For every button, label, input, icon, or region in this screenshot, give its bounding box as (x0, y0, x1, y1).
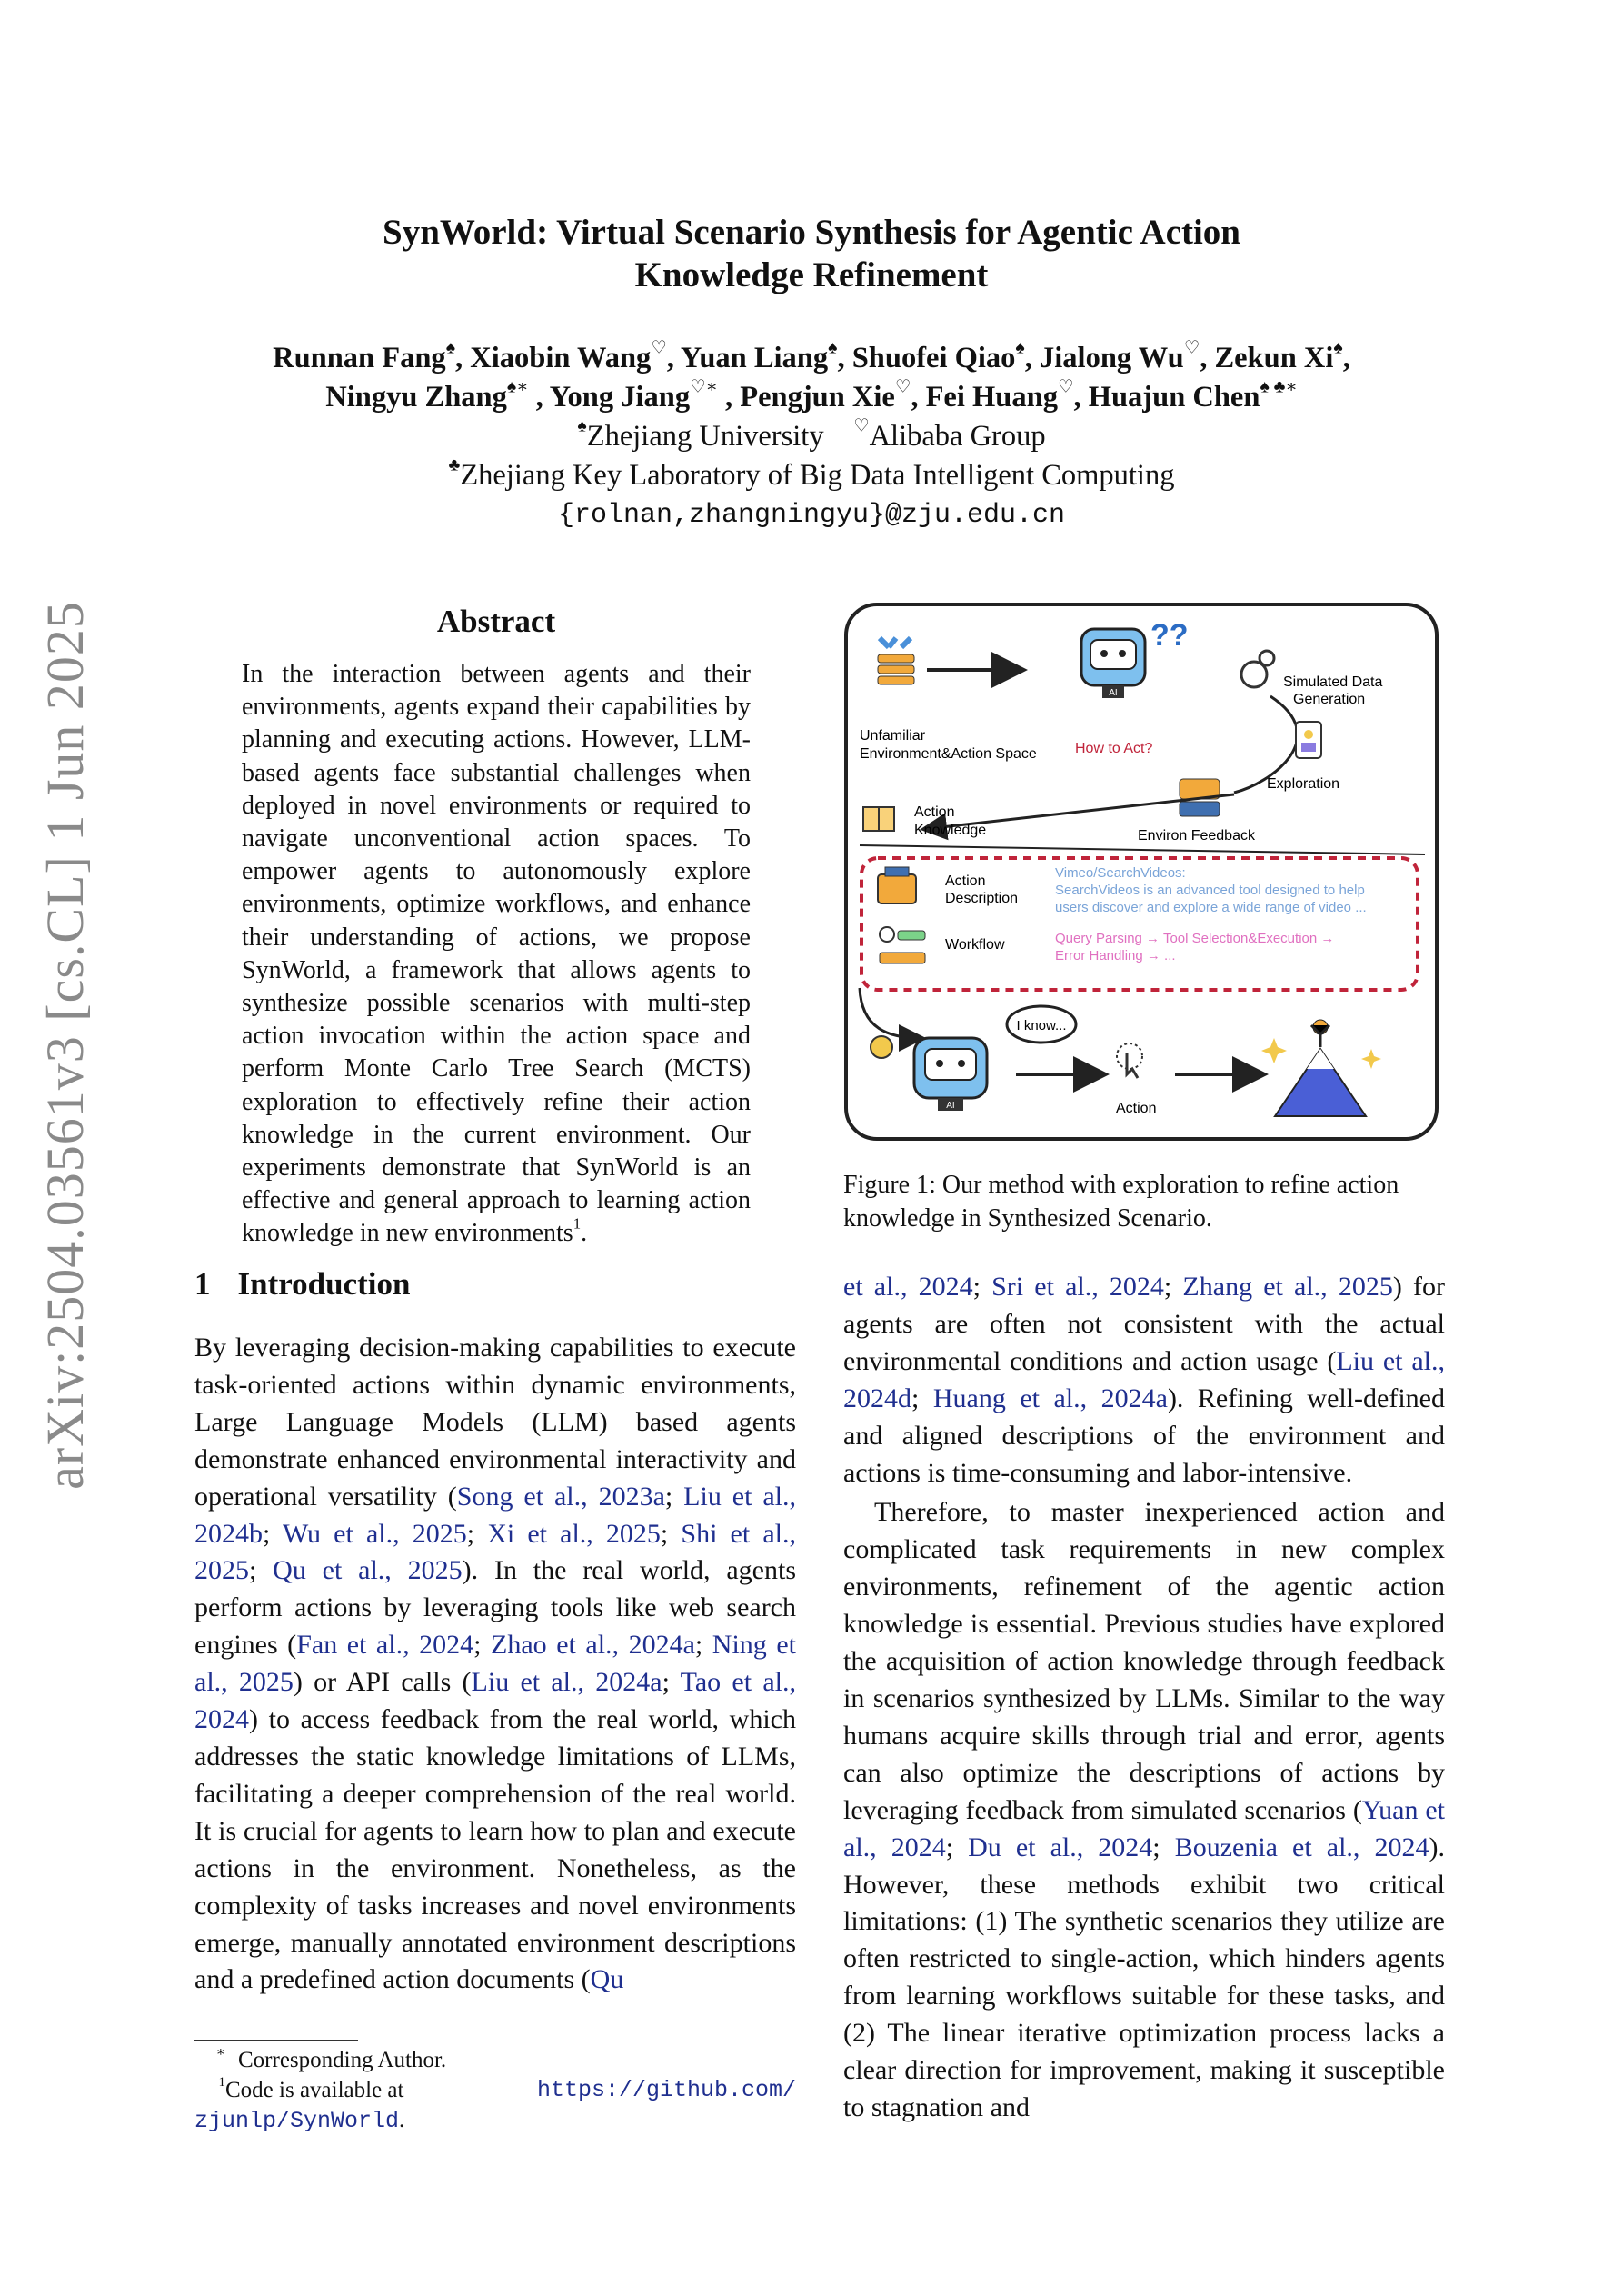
sep: ; (694, 1630, 712, 1661)
affil-lab: Zhejiang Key Laboratory of Big Data Intelligent Computing (460, 459, 1175, 492)
intro-text: ) or API calls ( (293, 1667, 472, 1698)
citation-link[interactable]: Zhang et al., 2025 (1182, 1272, 1393, 1302)
citation-link[interactable]: Tao et al., 2024 (194, 1667, 796, 1735)
footnote-corresponding (194, 2045, 796, 2075)
contact-email[interactable]: {rolnan,zhangningyu}@zju.edu.cn (557, 500, 1066, 531)
title-line-1: SynWorld: Virtual Scenario Synthesis for Agentic Action (383, 213, 1240, 252)
footnote-end: . (399, 2108, 405, 2132)
affiliation-line-2 (136, 456, 1487, 495)
title-line-2: Knowledge Refinement (634, 255, 989, 294)
author-name: Xiaobin Wang (470, 342, 652, 374)
author-name: Fei Huang (925, 381, 1058, 414)
intro-text: ). Refining well-defined and aligned descriptions of the environment and actions is time-consuming and labor-intensive. (843, 1383, 1445, 1488)
author-mark: ♡ (1183, 338, 1200, 358)
question-icon: ?? (1150, 618, 1189, 653)
citation-link[interactable]: Zhao et al., 2024a (491, 1630, 695, 1661)
fig-label-simulated-1: Simulated Data (1283, 674, 1383, 690)
code-url-part-1[interactable]: https://github.com/ (536, 2077, 796, 2103)
citation-link[interactable]: Fan et al., 2024 (296, 1630, 474, 1661)
fig-label-action: Action (1116, 1101, 1157, 1116)
fig-desc-line-2: users discover and explore a wide range of video ... (1055, 900, 1367, 915)
fig-label-unfamiliar-1: Unfamiliar (860, 728, 926, 744)
section-number: 1 (194, 1266, 211, 1302)
affiliation-line-1 (136, 417, 1487, 456)
author-name: Ningyu Zhang (325, 381, 507, 414)
author-name: Yuan Liang (680, 342, 829, 374)
citation-link[interactable]: Huang et al., 2024a (932, 1383, 1168, 1413)
intro-text: ) for agents are often not consistent with the actual environmental conditions and action usage ( (843, 1272, 1445, 1376)
affil-mark: ♣ (448, 455, 461, 475)
citation-link[interactable]: Bouzenia et al., 2024 (1174, 1832, 1429, 1862)
fig-label-how-to-act: How to Act? (1075, 741, 1153, 756)
citation-link[interactable]: Ning et al., 2025 (194, 1630, 796, 1698)
section-heading (194, 1266, 410, 1303)
intro-text: By leveraging decision-making capabilities to execute task-oriented actions within dynamic environments, Large Language Models (LLM) based agents demonstrate enhanced environmental interactivity and operational versatility ( (194, 1333, 796, 1512)
author-name: Shuofei Qiao (851, 342, 1016, 374)
abstract-end: . (581, 1219, 588, 1248)
arxiv-side-label: arXiv:2504.03561v3 [cs.CL] 1 Jun 2025 (35, 601, 95, 1490)
citation-link[interactable]: Sri et al., 2024 (991, 1272, 1164, 1302)
sep: ; (466, 1518, 488, 1549)
paragraph-2 (843, 1494, 1445, 2126)
footnote-code (194, 2075, 796, 2136)
citation-link[interactable]: Qu (590, 1964, 624, 1995)
bulb-icon (871, 1036, 892, 1058)
author-mark: ♠ ♣∗ (1260, 377, 1298, 397)
fig-label-simulated-2: Generation (1293, 692, 1366, 707)
author-line-1: Runnan Fang♠, Xiaobin Wang♡, Yuan Liang♠, Shuofei Qiao♠, Jialong Wu♡, Zekun Xi♠, (273, 338, 1350, 374)
figure-1 (843, 602, 1439, 1142)
sep: ; (911, 1383, 933, 1413)
author-name: Pengjun Xie (740, 381, 895, 414)
abstract-heading: Abstract (436, 604, 556, 639)
footnote-rule (194, 2040, 358, 2041)
intro-text: ) to access feedback from the real world, which addresses the static knowledge limitations of LLMs, facilitating a deeper comprehension of the real world. It is crucial for agents to learn how to plan and execute actions in the environment. Nonetheless, as the complexity of tasks increases and novel environments emerge, manually annotated environment descriptions and a predefined action documents ( (194, 1704, 796, 1995)
intro-right-column (843, 1269, 1445, 2127)
author-mark: ♠ (1333, 338, 1343, 358)
sep: ; (945, 1832, 969, 1862)
sep: ; (1163, 1272, 1183, 1302)
fig-label-workflow: Workflow (945, 937, 1005, 953)
sep: ; (660, 1518, 682, 1549)
figure-1-diagram (843, 602, 1439, 1142)
author-line-2: Ningyu Zhang♠∗ , Yong Jiang♡∗ , Pengjun Xie♡, Fei Huang♡, Huajun Chen♠ ♣∗ (325, 377, 1298, 414)
fig-desc-title: Vimeo/SearchVideos: (1055, 865, 1186, 881)
abstract-text: In the interaction between agents and their environments, agents expand their capabilities by planning and executing actions. However, LLM-based agents face substantial challenges when deployed in novel environments or required to navigate unconventional action spaces. To empower agents to autonomously explore environments, optimize workflows, and enhance their understanding of actions, we propose SynWorld, a framework that allows agents to synthesize possible scenarios with multi-step action invocation within the action space and perform Monte Carlo Tree Search (MCTS) exploration to effectively refine their action knowledge in the current environment. Our experiments demonstrate that SynWorld is an effective and general approach to learning action knowledge in new environments (242, 660, 751, 1248)
citation-link[interactable]: Song et al., 2023a (456, 1481, 665, 1512)
figure-1-caption: Figure 1: Our method with exploration to refine action knowledge in Synthesized Scenario. (843, 1171, 1399, 1233)
footnote-text: Code is available at (225, 2078, 404, 2102)
citation-link[interactable]: Wu et al., 2025 (282, 1518, 467, 1549)
author-mark: ♠∗ (506, 377, 529, 397)
author-mark: ♡ (1057, 377, 1074, 397)
author-mark: ♡ (651, 338, 667, 358)
sep: ; (473, 1630, 492, 1661)
section-title: Introduction (237, 1266, 411, 1302)
citation-link[interactable]: Yuan et al., 2024 (843, 1794, 1445, 1862)
citation-link[interactable]: et al., 2024 (843, 1272, 973, 1302)
citation-link[interactable]: Liu et al., 2024d (843, 1345, 1445, 1413)
ai-label: AI (1109, 688, 1118, 698)
fig-desc-line-1: SearchVideos is an advanced tool designed to help (1055, 883, 1365, 898)
fig-label-action-knowledge-1: Action (914, 804, 955, 820)
author-name: Huajun Chen (1088, 381, 1260, 414)
affil-mark: ♡ (853, 416, 870, 436)
affil-zju: Zhejiang University (586, 420, 824, 453)
author-name: Yong Jiang (549, 381, 691, 414)
abstract-body (242, 658, 751, 1251)
intro-left-column (194, 1330, 796, 1999)
sep: ; (263, 1518, 283, 1549)
footnote-mark: 1 (218, 2075, 225, 2090)
sep: ; (662, 1667, 681, 1698)
sep: ; (664, 1481, 684, 1512)
code-url-part-2[interactable]: zjunlp/SynWorld (194, 2108, 400, 2134)
citation-link[interactable]: Shi et al., 2025 (194, 1518, 796, 1586)
fig-label-exploration: Exploration (1267, 776, 1340, 792)
fig-label-action-knowledge-2: Knowledge (914, 823, 987, 838)
affil-alibaba: Alibaba Group (869, 420, 1046, 453)
book-icon (863, 807, 894, 831)
exploration-icon (1296, 722, 1321, 758)
author-list (136, 339, 1487, 417)
citation-link[interactable]: Qu et al., 2025 (273, 1555, 463, 1586)
author-name: Zekun Xi (1214, 342, 1334, 374)
citation-link[interactable]: Liu et al., 2024b (194, 1481, 796, 1549)
author-name: Jialong Wu (1040, 342, 1184, 374)
author-mark: ♡∗ (690, 377, 718, 397)
fig-label-i-know: I know... (1016, 1018, 1067, 1033)
paper-title (182, 211, 1441, 296)
author-mark: ♡ (894, 377, 911, 397)
footnote-ref[interactable]: 1 (573, 1215, 582, 1233)
author-name: Runnan Fang (273, 342, 446, 374)
affil-mark: ♠ (577, 416, 587, 436)
fig-label-action-description-2: Description (945, 891, 1019, 906)
fig-workflow-line-1: Query Parsing → Tool Selection&Execution → (1055, 931, 1335, 946)
footnote-text: Corresponding Author. (238, 2048, 447, 2072)
intro-text: ). In the real world, agents perform actions by leveraging tools like web search engines ( (194, 1555, 797, 1661)
fig-label-action-description-1: Action (945, 873, 986, 889)
sep: ; (1152, 1832, 1175, 1862)
footnote-mark: ∗ (215, 2045, 225, 2060)
fig-label-unfamiliar-2: Environment&Action Space (860, 746, 1037, 762)
author-mark: ♠ (1015, 338, 1025, 358)
author-mark: ♠ (828, 338, 838, 358)
citation-link[interactable]: Du et al., 2024 (968, 1832, 1153, 1862)
author-mark: ♠ (445, 338, 456, 358)
fig-workflow-line-2: Error Handling → ... (1055, 948, 1176, 963)
citation-link[interactable]: Liu et al., 2024a (471, 1667, 662, 1698)
citation-link[interactable]: Xi et al., 2025 (487, 1518, 661, 1549)
ai-label: AI (946, 1101, 955, 1111)
intro-text: Therefore, to master inexperienced action and complicated task requirements in new complex environments, refinement of the agentic action knowledge is essential. Previous studies have explored the acquisition of action knowledge through feedback in scenarios synthesized by LLMs. Similar to the way humans acquire skills through trial and error, agents can also optimize the descriptions of actions by leveraging feedback from simulated scenarios ( (843, 1497, 1445, 1825)
fig-label-environ-feedback: Environ Feedback (1138, 828, 1255, 844)
sep: ; (972, 1272, 992, 1302)
sep: ; (249, 1555, 274, 1586)
intro-text: ). However, these methods exhibit two critical limitations: (1) The synthetic scenarios they utilize are often restricted to single-action, which hinders agents from learning workflows suitable for these tasks, and (2) The linear iterative optimization process lacks a clear direction for improvement, making it susceptible to stagnation and (843, 1832, 1445, 2122)
